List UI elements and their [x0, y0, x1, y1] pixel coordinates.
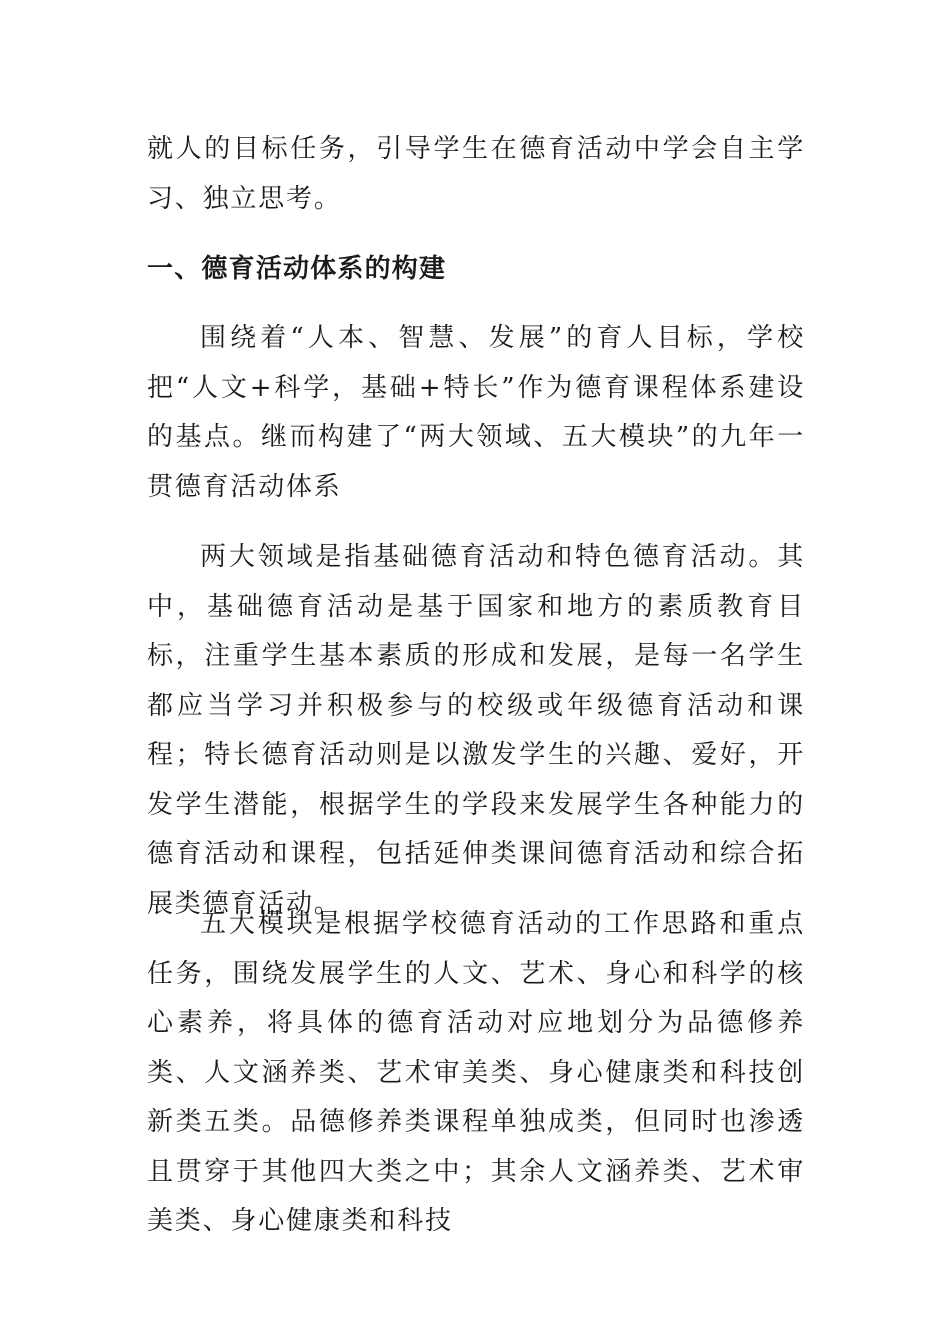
continued-paragraph: 就人的目标任务，引导学生在德育活动中学会自主学习、独立思考。	[147, 134, 805, 214]
body-paragraph-goals: 围绕着“人本、智慧、发展”的育人目标，学校把“人文+科学，基础+特长”作为德育课程体系建设的基点。继而构建了“两大领域、五大模块”的九年一贯德育活动体系	[147, 323, 805, 502]
section-heading: 一、德育活动体系的构建	[147, 254, 447, 284]
body-paragraph-five-modules: 五大模块是根据学校德育活动的工作思路和重点任务，围绕发展学生的人文、艺术、身心和科学的核心素养，将具体的德育活动对应地划分为品德修养类、人文涵养类、艺术审美类、身心健康类和科技创新类五类。品德修养类课程单独成类，但同时也渗透且贯穿于其他四大类之中；其余人文涵养类、艺术审美类、身心健康类和科技	[147, 909, 805, 1236]
body-paragraph-two-domains: 两大领域是指基础德育活动和特色德育活动。其中，基础德育活动是基于国家和地方的素质教育目标，注重学生基本素质的形成和发展，是每一名学生都应当学习并积极参与的校级或年级德育活动和课程；特长德育活动则是以激发学生的兴趣、爱好，开发学生潜能，根据学生的学段来发展学生各种能力的德育活动和课程，包括延伸类课间德育活动和综合拓展类德育活动。	[147, 542, 805, 919]
